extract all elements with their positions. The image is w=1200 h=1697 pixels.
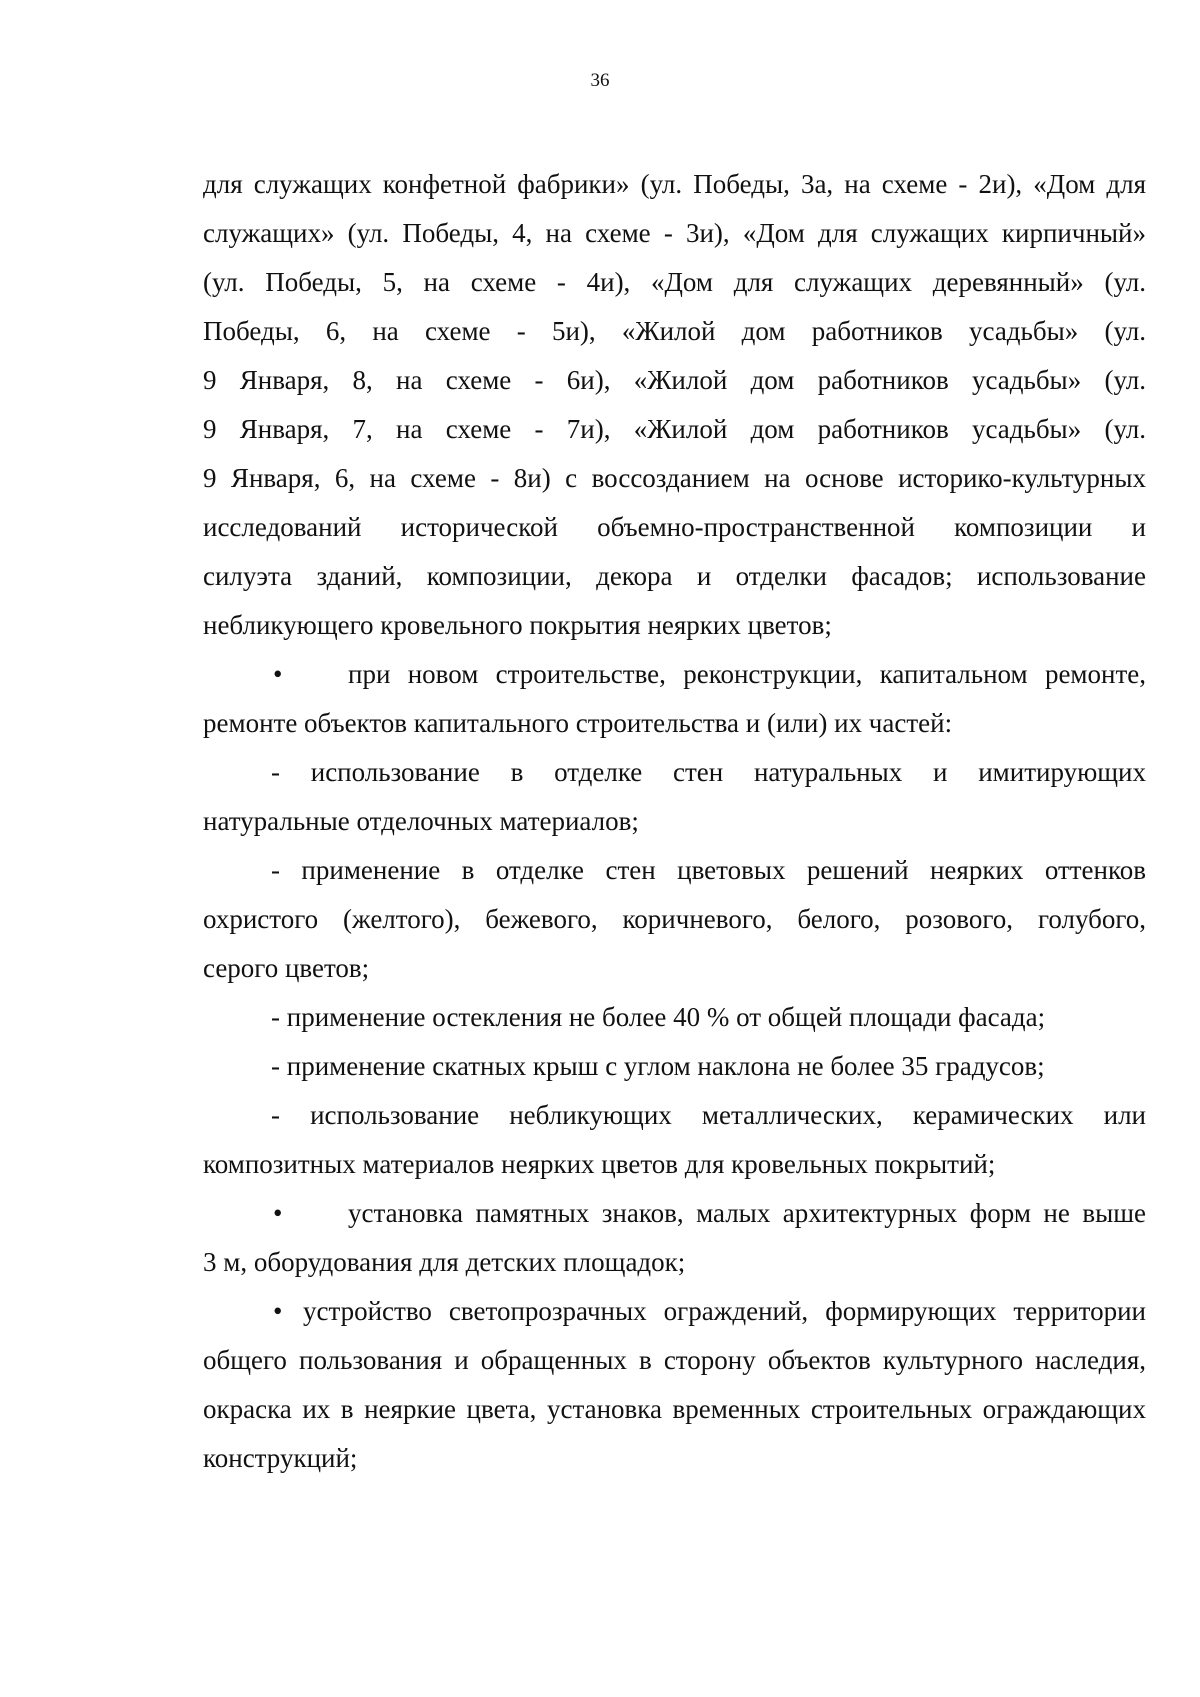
text-line: Победы, 6, на схеме - 5и), «Жилой дом работников усадьбы» (ул. (203, 316, 1146, 346)
text-line: силуэта зданий, композиции, декора и отделки фасадов; использование (203, 561, 1146, 591)
text-line: небликующего кровельного покрытия неярких цветов; (203, 610, 832, 640)
page-number: 36 (590, 70, 610, 91)
bullet-icon: • (273, 1296, 283, 1326)
bullet-item (203, 1287, 1146, 1336)
document-body (203, 160, 1146, 1483)
bullet-text: установка памятных знаков, малых архитектурных форм не выше (348, 1198, 1146, 1228)
dash-item: - применение скатных крыш с углом наклона не более 35 градусов; (271, 1051, 1045, 1081)
dash-item: - применение в отделке стен цветовых решений неярких оттенков (271, 855, 1146, 885)
text-line: служащих» (ул. Победы, 4, на схеме - 3и), «Дом для служащих кирпичный» (203, 218, 1146, 248)
dash-item: - использование небликующих металлических, керамических или (271, 1100, 1146, 1130)
text-line: окраска их в неяркие цвета, установка временных строительных ограждающих (203, 1394, 1146, 1424)
bullet-text: устройство светопрозрачных ограждений, формирующих территории (303, 1296, 1146, 1326)
bullet-item (203, 1189, 1146, 1238)
text-line: 9 Января, 7, на схеме - 7и), «Жилой дом работников усадьбы» (ул. (203, 414, 1146, 444)
text-line: натуральные отделочных материалов; (203, 806, 639, 836)
bullet-icon: • (273, 659, 283, 689)
text-line: 3 м, оборудования для детских площадок; (203, 1247, 686, 1277)
text-line: серого цветов; (203, 953, 370, 983)
text-line: исследований исторической объемно-пространственной композиции и (203, 512, 1146, 542)
text-line: 9 Января, 8, на схеме - 6и), «Жилой дом работников усадьбы» (ул. (203, 365, 1146, 395)
text-line: композитных материалов неярких цветов для кровельных покрытий; (203, 1149, 996, 1179)
bullet-icon: • (273, 1198, 283, 1228)
text-line: (ул. Победы, 5, на схеме - 4и), «Дом для служащих деревянный» (ул. (203, 267, 1146, 297)
text-line: охристого (желтого), бежевого, коричневого, белого, розового, голубого, (203, 904, 1146, 934)
text-line: для служащих конфетной фабрики» (ул. Победы, 3а, на схеме - 2и), «Дом для (203, 169, 1146, 199)
text-line: общего пользования и обращенных в сторону объектов культурного наследия, (203, 1345, 1146, 1375)
bullet-item (203, 650, 1146, 699)
text-line: 9 Января, 6, на схеме - 8и) с воссозданием на основе историко-культурных (203, 463, 1146, 493)
bullet-text: при новом строительстве, реконструкции, капитальном ремонте, (348, 659, 1146, 689)
text-line: ремонте объектов капитального строительства и (или) их частей: (203, 708, 953, 738)
text-line: конструкций; (203, 1443, 358, 1473)
dash-item: - использование в отделке стен натуральных и имитирующих (271, 757, 1146, 787)
dash-item: - применение остекления не более 40 % от общей площади фасада; (271, 1002, 1046, 1032)
